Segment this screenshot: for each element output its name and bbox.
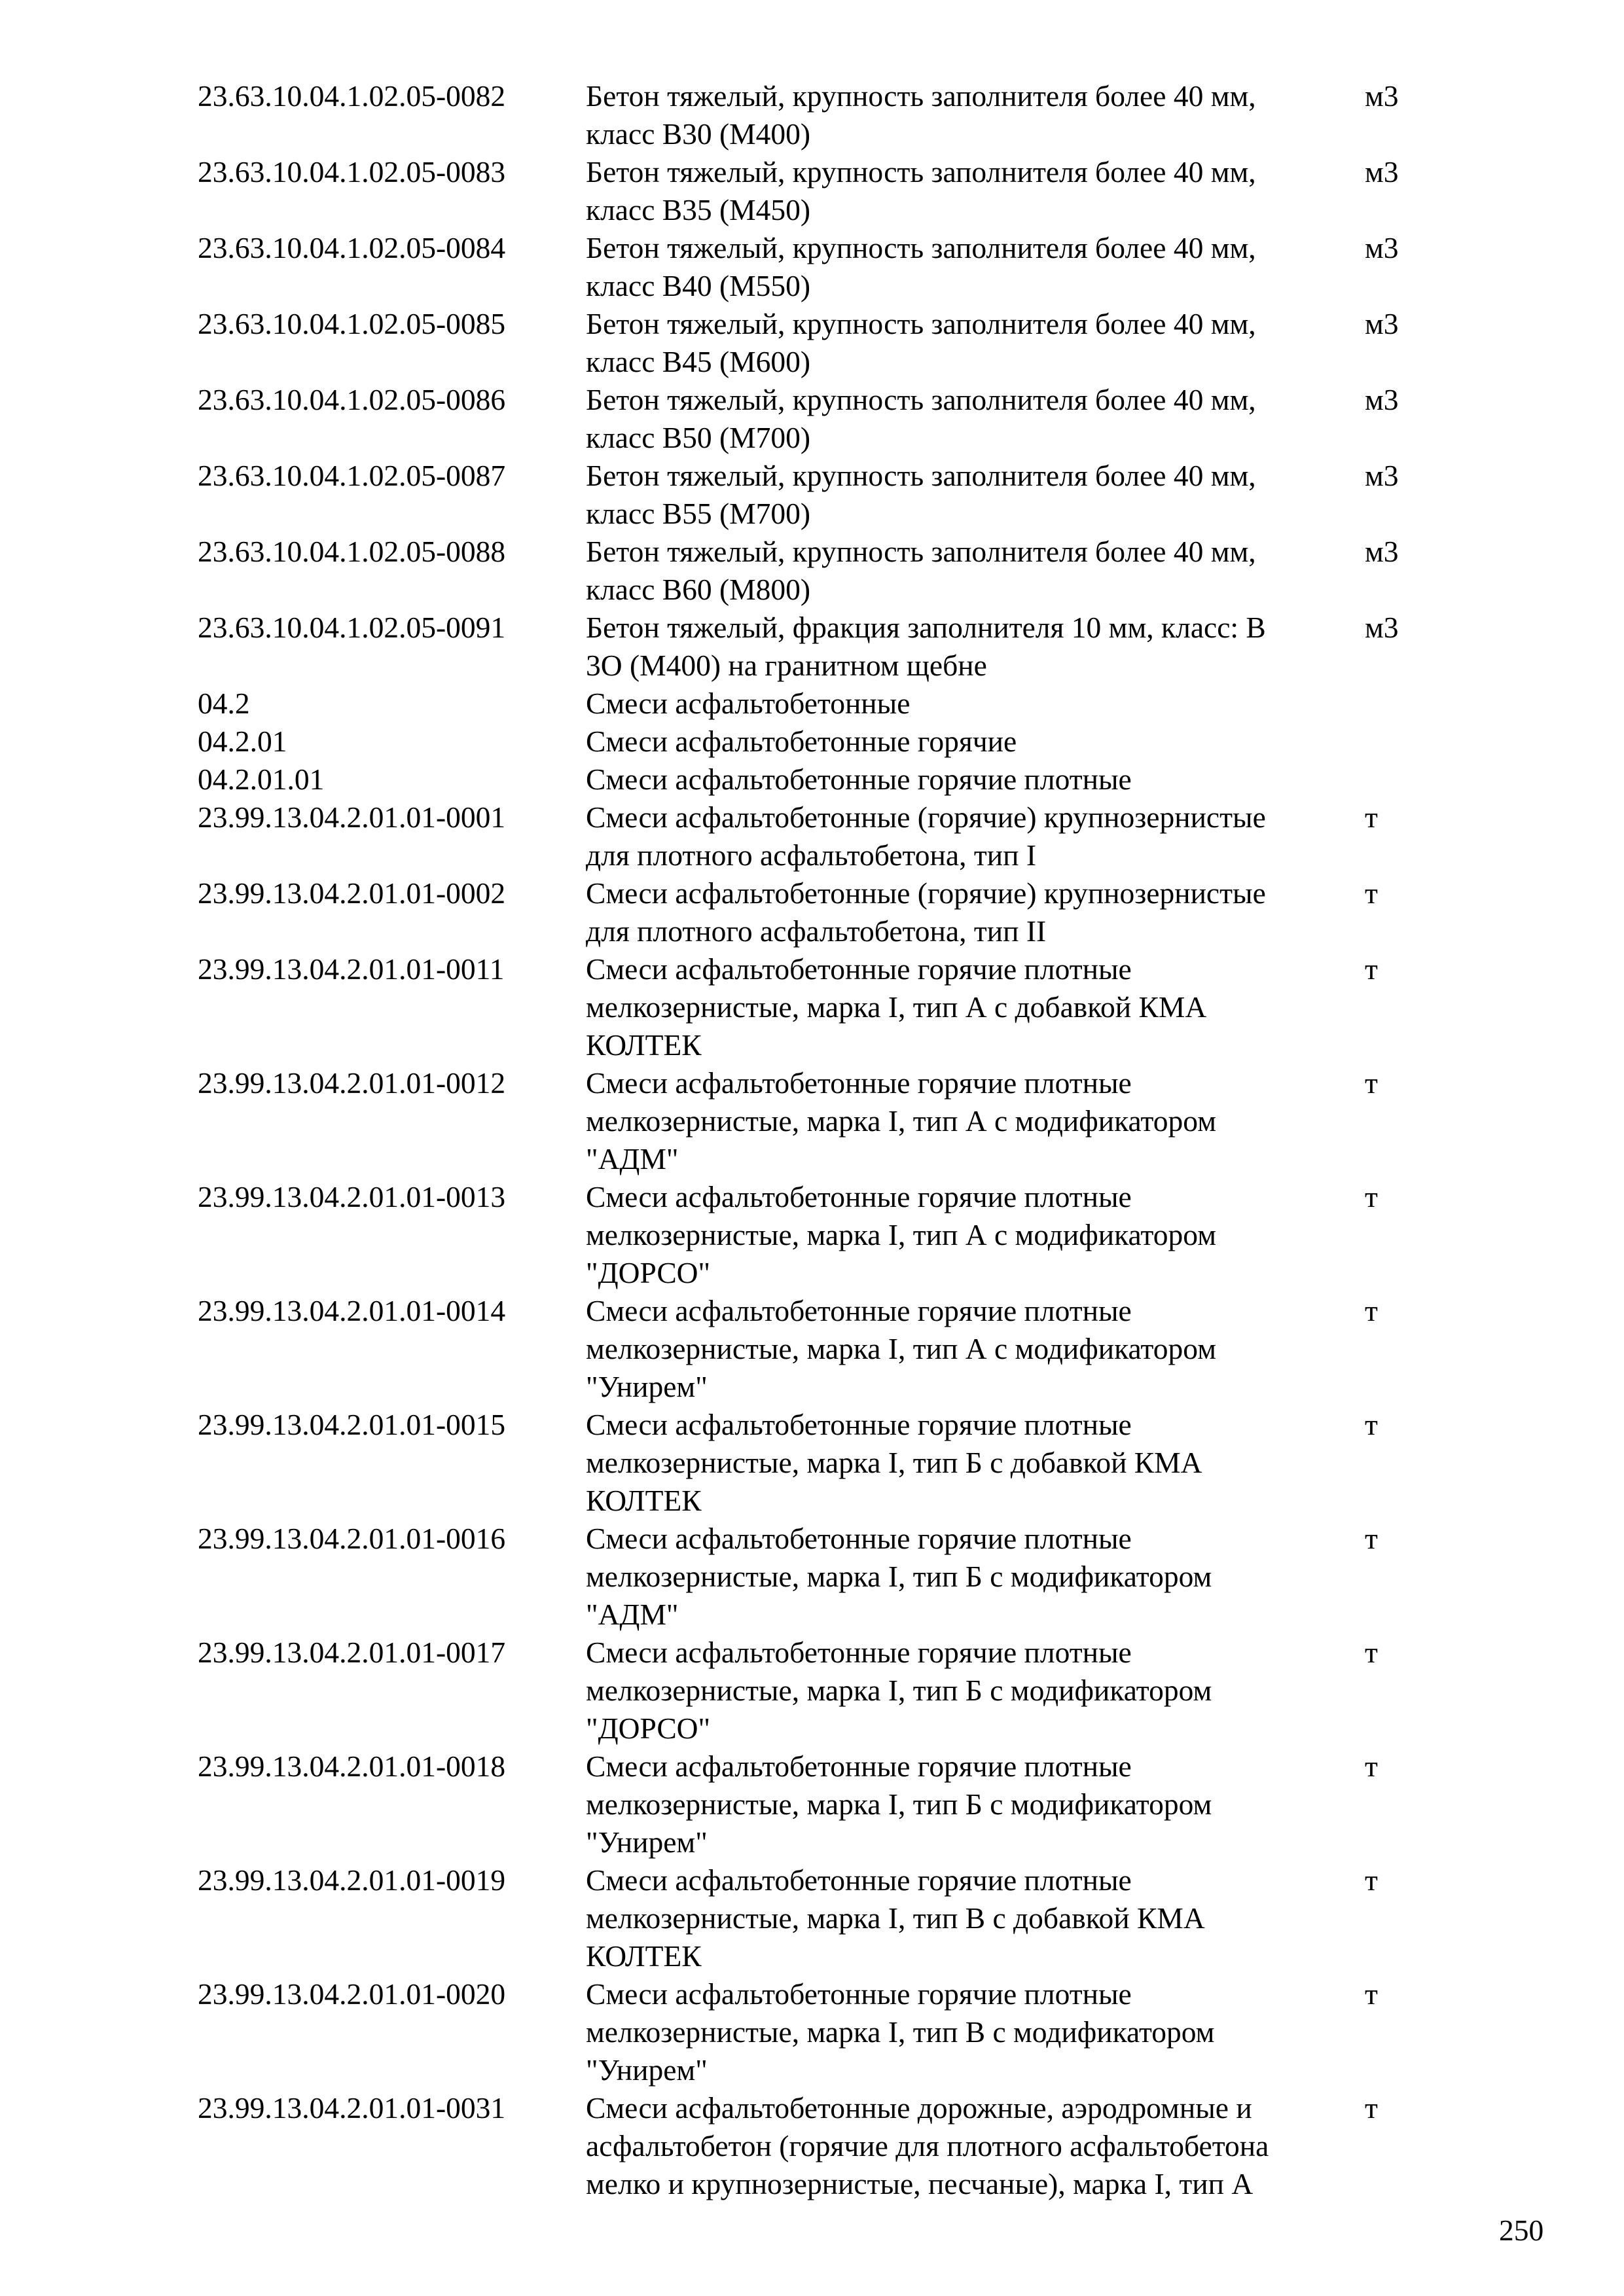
item-unit: т <box>1365 1522 1378 1555</box>
item-description-line: "АДМ" <box>586 1598 679 1631</box>
item-unit: т <box>1365 800 1378 834</box>
item-code: 23.99.13.04.2.01.01-0031 <box>198 2091 506 2125</box>
item-description-line: Бетон тяжелый, крупность заполнителя более 40 мм, <box>586 383 1256 416</box>
item-unit: м3 <box>1365 459 1399 492</box>
table-row <box>198 381 1441 457</box>
item-description-line: класс В35 (М450) <box>586 193 811 226</box>
item-code: 23.63.10.04.1.02.05-0082 <box>198 79 506 113</box>
item-description-line: Бетон тяжелый, крупность заполнителя более 40 мм, <box>586 459 1256 492</box>
table-row <box>198 1292 1441 1406</box>
table-row <box>198 1064 1441 1178</box>
item-description-line: Смеси асфальтобетонные горячие плотные <box>586 1294 1132 1327</box>
table-row <box>198 609 1441 685</box>
table-row <box>198 723 1441 761</box>
item-description <box>586 1292 1365 1406</box>
item-unit: т <box>1365 1977 1378 2011</box>
item-description-line: "ДОРСО" <box>586 1712 711 1745</box>
item-unit: м3 <box>1365 155 1399 188</box>
item-code: 23.99.13.04.2.01.01-0016 <box>198 1522 506 1555</box>
item-description <box>586 2089 1365 2203</box>
item-unit: т <box>1365 1408 1378 1441</box>
table-row <box>198 533 1441 609</box>
item-description-line: Смеси асфальтобетонные <box>586 687 911 720</box>
item-description-line: класс В30 (М400) <box>586 117 811 151</box>
item-description-line: Смеси асфальтобетонные горячие плотные <box>586 1522 1132 1555</box>
item-description <box>586 609 1365 685</box>
item-description <box>586 1064 1365 1178</box>
item-description-line: Смеси асфальтобетонные (горячие) крупнозернистые <box>586 876 1266 910</box>
item-code: 23.99.13.04.2.01.01-0012 <box>198 1066 506 1100</box>
item-description-line: Смеси асфальтобетонные горячие <box>586 725 1017 758</box>
item-code: 23.99.13.04.2.01.01-0019 <box>198 1863 506 1897</box>
item-unit: м3 <box>1365 535 1399 568</box>
item-unit: т <box>1365 876 1378 910</box>
table-row <box>198 77 1441 153</box>
item-code: 23.99.13.04.2.01.01-0001 <box>198 800 506 834</box>
item-description-line: Смеси асфальтобетонные горячие плотные <box>586 1066 1132 1100</box>
item-description-line: Бетон тяжелый, крупность заполнителя более 40 мм, <box>586 535 1256 568</box>
item-description-line: "Унирем" <box>586 1370 708 1403</box>
item-description-line: Смеси асфальтобетонные (горячие) крупнозернистые <box>586 800 1266 834</box>
item-description-line: 3О (М400) на гранитном щебне <box>586 649 987 682</box>
item-unit: м3 <box>1365 307 1399 340</box>
item-description-line: Смеси асфальтобетонные дорожные, аэродромные и <box>586 2091 1252 2125</box>
item-code: 23.99.13.04.2.01.01-0013 <box>198 1180 506 1213</box>
item-description-line: мелкозернистые, марка I, тип Б с добавкой КМА <box>586 1446 1202 1479</box>
item-description <box>586 950 1365 1064</box>
item-description-line: мелкозернистые, марка I, тип А с модификатором <box>586 1104 1216 1138</box>
item-description <box>586 457 1365 533</box>
item-code: 23.99.13.04.2.01.01-0002 <box>198 876 506 910</box>
item-unit: т <box>1365 1636 1378 1669</box>
item-description-line: мелкозернистые, марка I, тип Б с модификатором <box>586 1787 1212 1821</box>
table-row <box>198 950 1441 1064</box>
table-row <box>198 2089 1441 2203</box>
table-row <box>198 229 1441 305</box>
item-code: 23.99.13.04.2.01.01-0011 <box>198 952 505 986</box>
item-description <box>586 153 1365 229</box>
table-row <box>198 1406 1441 1520</box>
item-code: 04.2.01 <box>198 725 287 758</box>
item-unit: т <box>1365 1863 1378 1897</box>
item-description-line: мелкозернистые, марка I, тип А с добавкой КМА <box>586 990 1207 1024</box>
item-code: 23.99.13.04.2.01.01-0018 <box>198 1749 506 1783</box>
item-code: 23.63.10.04.1.02.05-0083 <box>198 155 506 188</box>
item-description-line: Смеси асфальтобетонные горячие плотные <box>586 1749 1132 1783</box>
item-description-line: Смеси асфальтобетонные горячие плотные <box>586 1636 1132 1669</box>
item-code: 23.63.10.04.1.02.05-0086 <box>198 383 506 416</box>
item-code: 23.63.10.04.1.02.05-0091 <box>198 611 506 644</box>
item-unit: т <box>1365 1180 1378 1213</box>
item-unit: м3 <box>1365 79 1399 113</box>
item-description-line: асфальтобетон (горячие для плотного асфальтобетона <box>586 2129 1269 2162</box>
item-description-line: класс В50 (М700) <box>586 421 811 454</box>
item-description-line: Смеси асфальтобетонные горячие плотные <box>586 1863 1132 1897</box>
item-description-line: Бетон тяжелый, крупность заполнителя более 40 мм, <box>586 79 1256 113</box>
page-number: 250 <box>1499 2214 1544 2247</box>
item-code: 23.99.13.04.2.01.01-0017 <box>198 1636 506 1669</box>
item-code: 04.2.01.01 <box>198 762 325 796</box>
item-description <box>586 798 1365 874</box>
item-description-line: Бетон тяжелый, фракция заполнителя 10 мм, класс: В <box>586 611 1266 644</box>
table-row <box>198 1634 1441 1748</box>
table-row <box>198 685 1441 723</box>
item-description <box>586 723 1365 761</box>
price-list-table <box>198 77 1441 2203</box>
item-description <box>586 761 1365 798</box>
item-description <box>586 533 1365 609</box>
item-description <box>586 1178 1365 1292</box>
item-code: 23.99.13.04.2.01.01-0014 <box>198 1294 506 1327</box>
item-description <box>586 229 1365 305</box>
table-row <box>198 457 1441 533</box>
item-unit: т <box>1365 1066 1378 1100</box>
item-description-line: "ДОРСО" <box>586 1256 711 1289</box>
item-description-line: "Унирем" <box>586 2053 708 2087</box>
item-description-line: КОЛТЕК <box>586 1028 702 1062</box>
item-description <box>586 1634 1365 1748</box>
item-code: 23.63.10.04.1.02.05-0088 <box>198 535 506 568</box>
table-row <box>198 1520 1441 1634</box>
item-description-line: мелкозернистые, марка I, тип А с модификатором <box>586 1218 1216 1251</box>
item-description-line: класс В40 (М550) <box>586 269 811 302</box>
item-unit: м3 <box>1365 231 1399 264</box>
table-row <box>198 1748 1441 1861</box>
item-description <box>586 1520 1365 1634</box>
item-description <box>586 305 1365 381</box>
item-description <box>586 381 1365 457</box>
table-row <box>198 1178 1441 1292</box>
item-code: 23.99.13.04.2.01.01-0015 <box>198 1408 506 1441</box>
item-description <box>586 874 1365 950</box>
item-description-line: мелкозернистые, марка I, тип А с модификатором <box>586 1332 1216 1365</box>
item-description <box>586 77 1365 153</box>
item-code: 23.63.10.04.1.02.05-0087 <box>198 459 506 492</box>
item-description-line: класс В45 (М600) <box>586 345 811 378</box>
item-code: 23.99.13.04.2.01.01-0020 <box>198 1977 506 2011</box>
item-description-line: "Унирем" <box>586 1825 708 1859</box>
item-description-line: для плотного асфальтобетона, тип II <box>586 914 1047 948</box>
table-row <box>198 1975 1441 2089</box>
item-description-line: Смеси асфальтобетонные горячие плотные <box>586 1180 1132 1213</box>
item-description-line: КОЛТЕК <box>586 1484 702 1517</box>
item-description <box>586 1406 1365 1520</box>
item-description <box>586 1861 1365 1975</box>
table-row <box>198 1861 1441 1975</box>
item-description <box>586 1748 1365 1861</box>
item-description-line: мелкозернистые, марка I, тип В с модификатором <box>586 2015 1215 2049</box>
item-description-line: Смеси асфальтобетонные горячие плотные <box>586 952 1132 986</box>
item-unit: т <box>1365 1294 1378 1327</box>
item-description-line: Бетон тяжелый, крупность заполнителя более 40 мм, <box>586 231 1256 264</box>
item-description-line: Смеси асфальтобетонные горячие плотные <box>586 1977 1132 2011</box>
item-description-line: для плотного асфальтобетона, тип I <box>586 838 1036 872</box>
table-row <box>198 305 1441 381</box>
table-row <box>198 874 1441 950</box>
item-description-line: мелко и крупнозернистые, песчаные), марка I, тип А <box>586 2167 1254 2200</box>
item-description-line: Бетон тяжелый, крупность заполнителя более 40 мм, <box>586 155 1256 188</box>
item-code: 23.63.10.04.1.02.05-0084 <box>198 231 506 264</box>
item-description-line: класс В60 (М800) <box>586 573 811 606</box>
item-description-line: Смеси асфальтобетонные горячие плотные <box>586 1408 1132 1441</box>
item-unit: м3 <box>1365 611 1399 644</box>
item-description-line: мелкозернистые, марка I, тип В с добавкой КМА <box>586 1901 1205 1935</box>
item-description-line: мелкозернистые, марка I, тип Б с модификатором <box>586 1560 1212 1593</box>
item-unit: м3 <box>1365 383 1399 416</box>
item-description <box>586 685 1365 723</box>
table-row <box>198 761 1441 798</box>
item-description-line: класс В55 (М700) <box>586 497 811 530</box>
item-description-line: мелкозернистые, марка I, тип Б с модификатором <box>586 1674 1212 1707</box>
item-unit: т <box>1365 2091 1378 2125</box>
item-description-line: "АДМ" <box>586 1142 679 1175</box>
item-unit: т <box>1365 952 1378 986</box>
item-description-line: Смеси асфальтобетонные горячие плотные <box>586 762 1132 796</box>
table-row <box>198 153 1441 229</box>
item-description-line: Бетон тяжелый, крупность заполнителя более 40 мм, <box>586 307 1256 340</box>
item-description <box>586 1975 1365 2089</box>
item-code: 23.63.10.04.1.02.05-0085 <box>198 307 506 340</box>
table-row <box>198 798 1441 874</box>
item-unit: т <box>1365 1749 1378 1783</box>
item-code: 04.2 <box>198 687 250 720</box>
item-description-line: КОЛТЕК <box>586 1939 702 1973</box>
